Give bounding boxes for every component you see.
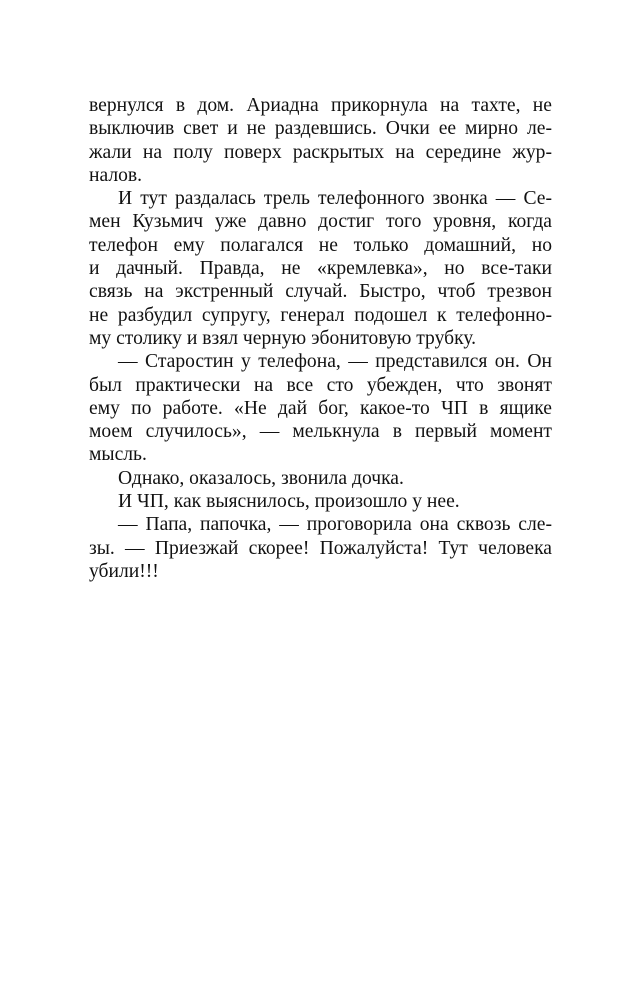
text-line: — Папа, папочка, — проговорила она сквозь сле- bbox=[118, 514, 552, 536]
text-line: зы. — Приезжай скорее! Пожалуйста! Тут человека bbox=[89, 537, 552, 559]
text-line: му столику и взял черную эбонитовую трубку. bbox=[89, 327, 477, 349]
text-line: ему по работе. «Не дай бог, какое-то ЧП в ящике bbox=[89, 397, 552, 419]
text-line: мен Кузьмич уже давно достиг того уровня, когда bbox=[89, 211, 552, 233]
text-line: Однако, оказалось, звонила дочка. bbox=[118, 467, 404, 489]
text-line: и дачный. Правда, не «кремлевка», но все-таки bbox=[89, 258, 552, 280]
text-line: телефон ему полагался не только домашний, но bbox=[89, 234, 552, 256]
page-body-text bbox=[89, 94, 552, 583]
text-line: мысль. bbox=[89, 444, 147, 466]
text-line: не разбудил супругу, генерал подошел к телефонно- bbox=[89, 304, 552, 326]
text-line: — Старостин у телефона, — представился он. Он bbox=[118, 351, 552, 373]
text-line: вернулся в дом. Ариадна прикорнула на тахте, не bbox=[89, 95, 552, 116]
text-line: убили!!! bbox=[89, 560, 159, 582]
text-line: жали на полу поверх раскрытых на середине жур- bbox=[89, 141, 552, 163]
text-line: выключив свет и не раздевшись. Очки ее мирно ле- bbox=[89, 118, 552, 140]
text-line: И тут раздалась трель телефонного звонка — Се- bbox=[118, 188, 552, 210]
text-line: И ЧП, как выяснилось, произошло у нее. bbox=[118, 491, 460, 513]
text-line: связь на экстренный случай. Быстро, чтоб трезвон bbox=[89, 281, 552, 303]
text-line: моем случилось», — мелькнула в первый момент bbox=[89, 421, 552, 443]
text-line: был практически на все сто убежден, что звонят bbox=[89, 374, 552, 396]
text-line: налов. bbox=[89, 164, 143, 186]
